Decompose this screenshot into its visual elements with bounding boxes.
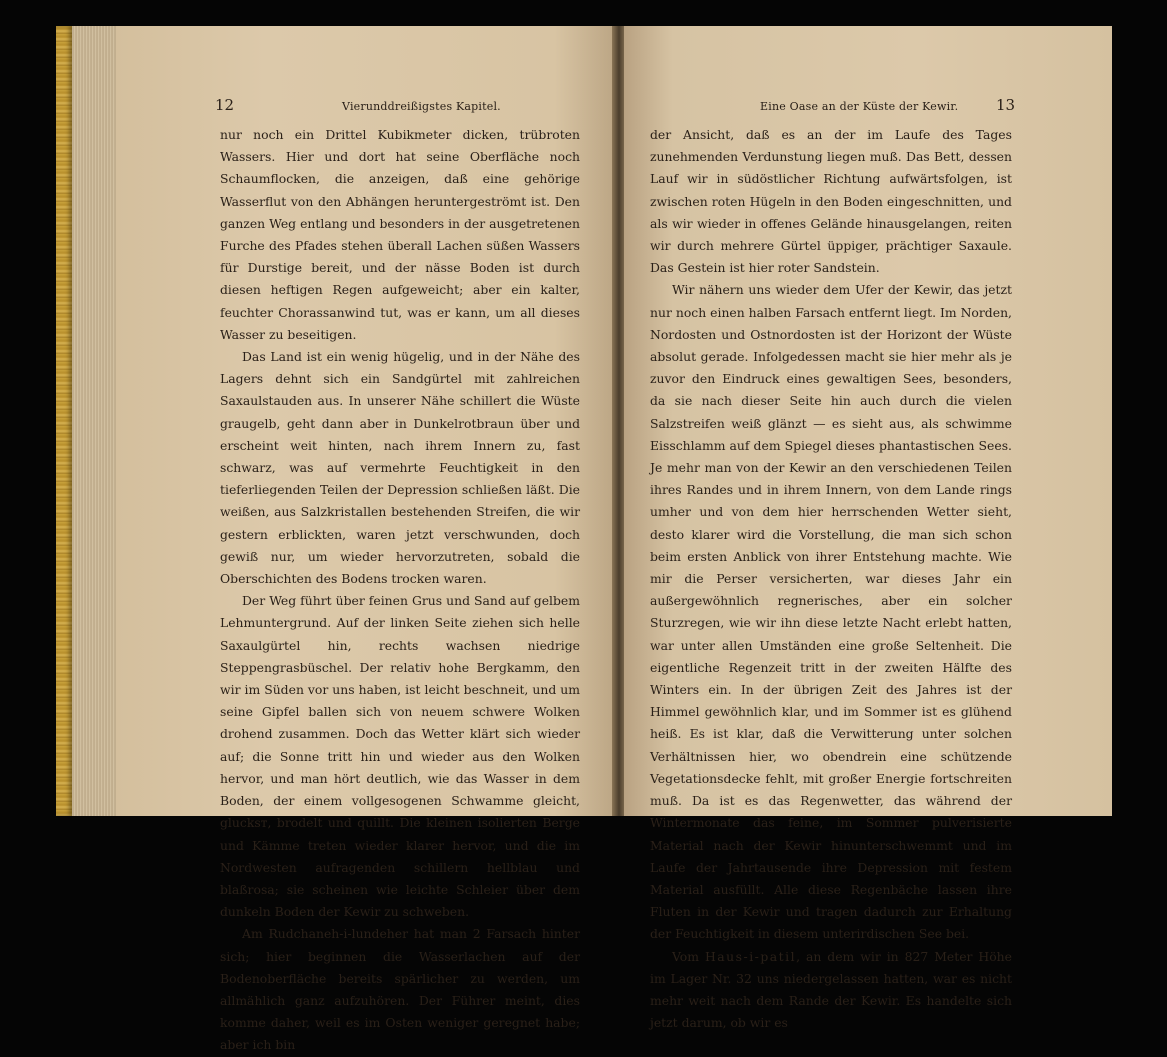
paragraph-prefix: Vom (672, 948, 705, 964)
page-number-left: 12 (215, 96, 235, 114)
left-page-text (220, 124, 580, 1057)
paragraph-rest: , an dem wir in 827 Meter Höhe im Lager Nr. 32 uns niedergelassen hatten, war es nicht mehr weit nach dem Rande der Kewir. Es handelte sich jetzt darum, ob wir es (650, 948, 1012, 1031)
left-page (116, 26, 614, 1053)
paragraph: Das Land ist ein wenig hügelig, und in der Nähe des Lagers dehnt sich ein Sandgürtel mit zahlreichen Saxaulstauden aus. In unserer Nähe schillert die Wüste graugelb, geht dann aber in Dunkelrotbraun über und erscheint weit hinten, nach ihrem Innern zu, fast schwarz, was auf vermehrte Feuchtigkeit in den tieferliegenden Teilen der Depression schließen läßt. Die weißen, aus Salzkristallen bestehenden Streifen, die wir gestern erblickten, waren jetzt verschwunden, doch gewiß nur, um wieder hervorzutreten, sobald die Oberschichten des Bodens trocken waren. (220, 349, 580, 587)
paragraph: der Ansicht, daß es an der im Laufe des Tages zunehmenden Verdunstung liegen muß. Das Bett, dessen Lauf wir in südöstlicher Richtung aufwärtsfolgen, ist zwischen roten Hügeln in den Boden eingeschnitten, und als wir wieder in offenes Gelände hinausgelangen, reiten wir durch mehrere Gürtel üppiger, prächtiger Saxaule. Das Gestein ist hier roter Sandstein. (650, 127, 1012, 276)
running-head-left: Vierunddreißigstes Kapitel. (342, 100, 501, 113)
page-number-right: 13 (996, 96, 1016, 114)
book-cover-edge (56, 26, 72, 816)
paragraph: Am Rudchaneh-i-lundeher hat man 2 Farsach hinter sich; hier beginnen die Wasserlachen auf der Bodenoberfläche bereits spärlicher zu werden, um allmählich ganz aufzuhören. Der Führer meint, dies komme daher, weil es im Osten weniger geregnet habe; aber ich bin (220, 926, 580, 1053)
running-head-right: Eine Oase an der Küste der Kewir. (760, 100, 959, 113)
paragraph: Wir nähern uns wieder dem Ufer der Kewir, das jetzt nur noch einen halben Farsach entfernt liegt. Im Norden, Nordosten und Ostnordosten ist der Horizont der Wüste absolut gerade. Infolgedessen macht sie hier mehr als je zuvor den Eindruck eines gewaltigen Sees, besonders, da sie nach dieser Seite hin auch durch die vielen Salzstreifen weiß glänzt — es sieht aus, als schwimme Eisschlamm auf dem Spiegel dieses phantastischen Sees. Je mehr man von der Kewir an den verschiedenen Teilen ihres Randes und in ihrem Innern, von dem Lande rings umher und von dem hier herrschenden Wetter sieht, desto klarer wird die Vorstellung, die man sich schon beim ersten Anblick von ihrer Entstehung machte. Wie mir die Perser versicherten, war dieses Jahr ein außergewöhnlich regnerisches, aber ein solcher Sturzregen, wie wir ihn diese letzte Nacht erlebt hatten, war unter allen Umständen eine große Seltenheit. Die eigentliche Regenzeit tritt in der zweiten Hälfte des Winters ein. In der übrigen Zeit des Jahres ist der Himmel gewöhnlich klar, und im Sommer ist es glühend heiß. Es ist klar, daß die Verwitterung unter solchen Verhältnissen hier, wo obendrein eine schützende Vegetationsdecke fehlt, mit großer Energie fortschreiten muß. Da ist es das Regenwetter, das während der Wintermonate das feine, im Sommer pulverisierte Material nach der Kewir hinunterschwemmt und im Laufe der Jahrtausende ihre Depression mit festem Material ausfüllt. Alle diese Regenbäche lassen ihre Fluten in der Kewir und tragen dadurch zur Erhaltung der Feuchtigkeit in diesem unterirdischen See bei. (650, 282, 1012, 942)
right-page (624, 26, 1112, 1031)
paragraph (650, 946, 1012, 1035)
paragraph: nur noch ein Drittel Kubikmeter dicken, trübroten Wassers. Hier und dort hat seine Oberfläche noch Schaumflocken, die anzeigen, daß eine gehörige Wasserflut von den Abhängen heruntergeströmt ist. Den ganzen Weg entlang und besonders in der ausgetretenen Furche des Pfades stehen überall Lachen süßen Wassers für Durstige bereit, und der nässe Boden ist durch diesen heftigen Regen aufgeweicht; aber ein kalter, feuchter Chorassanwind tut, was er kann, um all dieses Wasser zu beseitigen. (220, 127, 580, 342)
paragraph: Der Weg führt über feinen Grus und Sand auf gelbem Lehmuntergrund. Auf der linken Seite ziehen sich helle Saxaulgürtel hin, rechts wachsen niedrige Steppengrasbüschel. Der relativ hohe Bergkamm, den wir im Süden vor uns haben, ist leicht beschneit, und um seine Gipfel ballen sich von neuem schwere Wolken drohend zusammen. Doch das Wetter klärt sich wieder auf; die Sonne tritt hin und wieder aus den Wolken hervor, und man hört deutlich, wie das Wasser in dem Boden, der einem vollgesogenen Schwamme gleicht, glucksт, brodelt und quillt. Die kleinen isolierten Berge und Kämme treten wieder klarer hervor, und die im Nordwesten aufragenden schillern hellblau und blaßrosa; sie scheinen wie leichte Schleier über dem dunkeln Boden der Kewir zu schweben. (220, 593, 580, 920)
right-page-text (650, 124, 1012, 1034)
page-edges (72, 26, 116, 816)
place-name: Haus-i-patil (704, 948, 797, 964)
